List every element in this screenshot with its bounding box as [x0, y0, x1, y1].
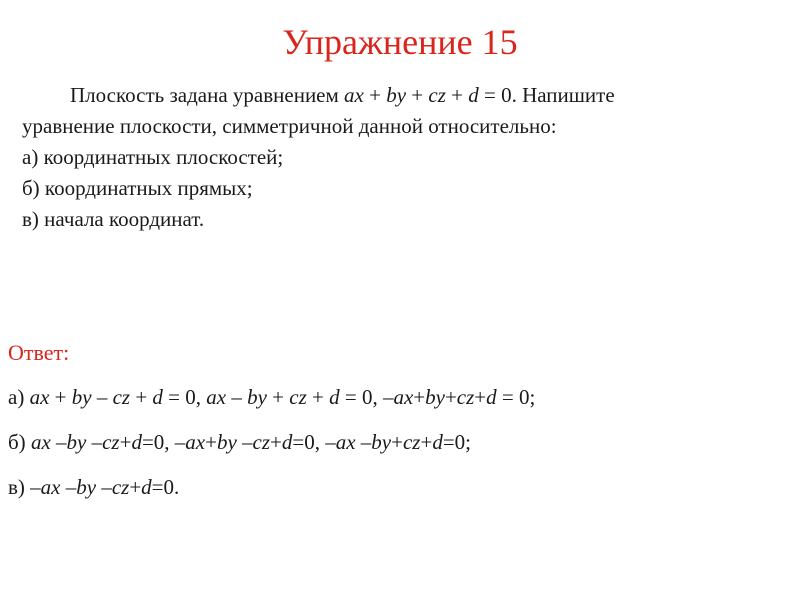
eq-term-ax: ax: [344, 83, 364, 107]
formula-variable: cz: [456, 385, 475, 409]
formula-operator: –: [382, 385, 394, 409]
answer-a-prefix: а): [8, 385, 30, 409]
formula-variable: d: [432, 430, 443, 454]
formula-variable: by: [66, 430, 87, 454]
formula-variable: by: [71, 385, 92, 409]
formula-variable: ax: [206, 385, 227, 409]
formula-variable: by: [76, 475, 97, 499]
formula-variable: ax: [30, 430, 51, 454]
formula-operator: = 0,: [339, 385, 383, 409]
formula-variable: d: [141, 475, 152, 499]
answer-c: [8, 472, 179, 502]
formula-operator: –: [236, 430, 253, 454]
formula-operator: +: [420, 430, 433, 454]
formula-operator: –: [60, 475, 77, 499]
formula-variable: by: [371, 430, 392, 454]
formula-operator: –: [226, 385, 248, 409]
formula-operator: +: [413, 385, 426, 409]
answer-b-prefix: б): [8, 430, 31, 454]
formula-variable: d: [281, 430, 293, 454]
formula-operator: +: [119, 430, 132, 454]
formula-variable: d: [329, 385, 340, 409]
problem-intro: Плоскость задана уравнением: [70, 83, 345, 107]
formula-variable: cz: [289, 385, 307, 409]
formula-operator: –: [325, 430, 336, 454]
formula-variable: ax: [29, 385, 50, 409]
formula-variable: cz: [112, 385, 131, 409]
formula-operator: +: [266, 385, 290, 409]
formula-operator: +: [444, 385, 457, 409]
formula-variable: d: [486, 385, 497, 409]
eq-term-d: d: [468, 83, 479, 107]
eq-term-cz: cz: [428, 83, 446, 107]
formula-operator: =0,: [141, 430, 175, 454]
answer-c-prefix: в): [8, 475, 31, 499]
problem-item-b: б) координатных прямых;: [22, 176, 253, 200]
formula-operator: +: [306, 385, 330, 409]
formula-variable: ax: [393, 385, 414, 409]
formula-operator: –: [86, 430, 103, 454]
formula-variable: by: [425, 385, 445, 409]
formula-operator: –: [96, 475, 112, 499]
formula-variable: d: [131, 430, 142, 454]
slide-title: Упражнение 15: [282, 22, 518, 62]
formula-variable: cz: [102, 430, 120, 454]
formula-variable: d: [152, 385, 163, 409]
answer-a-formula: [30, 385, 536, 409]
formula-variable: by: [216, 430, 237, 454]
formula-variable: cz: [252, 430, 271, 454]
formula-variable: by: [247, 385, 267, 409]
eq-op-2: +: [406, 83, 429, 107]
answer-label: Ответ:: [8, 340, 70, 365]
problem-statement: [22, 80, 782, 235]
formula-operator: +: [391, 430, 403, 454]
formula-operator: =0,: [292, 430, 326, 454]
formula-variable: ax: [335, 430, 356, 454]
formula-variable: cz: [402, 430, 421, 454]
formula-operator: +: [205, 430, 217, 454]
answer-b: [8, 427, 471, 457]
problem-line-2: уравнение плоскости, симметричной данной относительно:: [22, 114, 557, 138]
problem-line-1: [22, 80, 782, 111]
eq-op-3: +: [445, 83, 469, 107]
problem-item-c: в) начала координат.: [22, 207, 205, 231]
formula-operator: = 0;: [496, 385, 536, 409]
formula-operator: = 0,: [162, 385, 207, 409]
eq-term-by: by: [386, 83, 407, 107]
formula-operator: –: [355, 430, 372, 454]
formula-variable: ax: [40, 475, 61, 499]
eq-op-1: +: [363, 83, 387, 107]
formula-variable: cz: [111, 475, 130, 499]
answer-c-formula: [30, 475, 179, 499]
formula-operator: –: [91, 385, 113, 409]
formula-operator: –: [174, 430, 186, 454]
problem-intro-end: . Напишите: [511, 83, 615, 107]
formula-operator: –: [30, 475, 41, 499]
eq-rest: = 0: [478, 83, 512, 107]
formula-operator: =0.: [151, 475, 180, 499]
answer-b-formula: [31, 430, 471, 454]
formula-operator: +: [130, 385, 153, 409]
formula-variable: ax: [185, 430, 206, 454]
formula-operator: –: [50, 430, 67, 454]
answer-a: [8, 382, 535, 412]
formula-operator: +: [270, 430, 282, 454]
formula-operator: +: [49, 385, 72, 409]
formula-operator: +: [474, 385, 487, 409]
problem-item-a: а) координатных плоскостей;: [22, 145, 284, 169]
formula-operator: +: [129, 475, 142, 499]
formula-operator: =0;: [442, 430, 471, 454]
